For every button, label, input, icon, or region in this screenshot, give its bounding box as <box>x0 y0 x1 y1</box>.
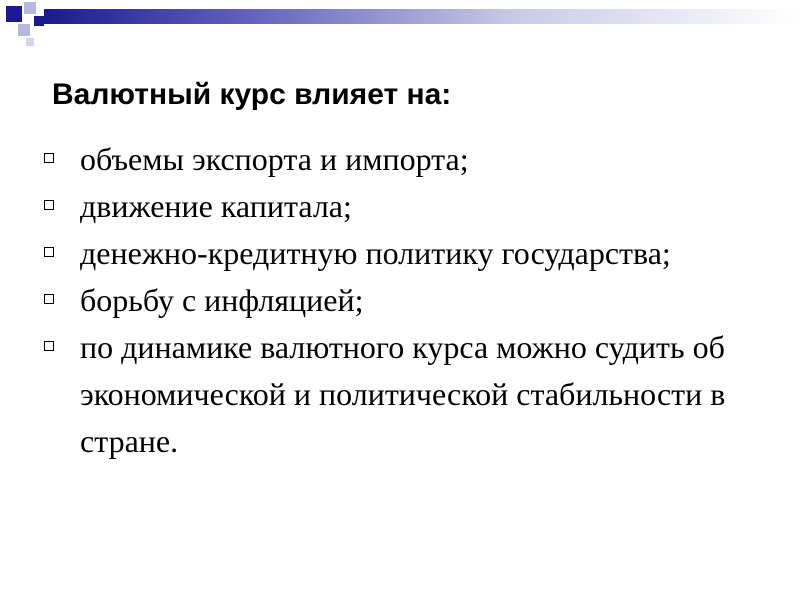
hollow-square-icon <box>44 200 54 210</box>
list-item <box>44 230 764 277</box>
bullet-text: денежно-кредитную политику государства; <box>80 235 671 271</box>
decor-square-icon <box>18 24 30 36</box>
hollow-square-icon <box>44 153 54 163</box>
bullet-text: движение капитала; <box>80 188 352 224</box>
decor-square-icon <box>6 6 22 22</box>
bullet-text: объемы экспорта и импорта; <box>80 141 469 177</box>
hollow-square-icon <box>44 294 54 304</box>
header-gradient-bar <box>44 9 800 24</box>
decor-square-icon <box>24 2 36 14</box>
list-item <box>44 277 764 324</box>
slide-title: Валютный курс влияет на: <box>52 78 452 111</box>
decor-square-icon <box>34 16 44 26</box>
bullet-list <box>44 136 764 465</box>
list-item <box>44 136 764 183</box>
list-item <box>44 183 764 230</box>
decor-square-icon <box>26 38 34 46</box>
bullet-text: борьбу с инфляцией; <box>80 282 364 318</box>
header-decoration <box>0 0 800 48</box>
list-item <box>44 324 764 465</box>
hollow-square-icon <box>44 341 54 351</box>
hollow-square-icon <box>44 247 54 257</box>
bullet-text: по динамике валютного курса можно судить об экономической и политической стабильности в стране. <box>80 329 726 459</box>
